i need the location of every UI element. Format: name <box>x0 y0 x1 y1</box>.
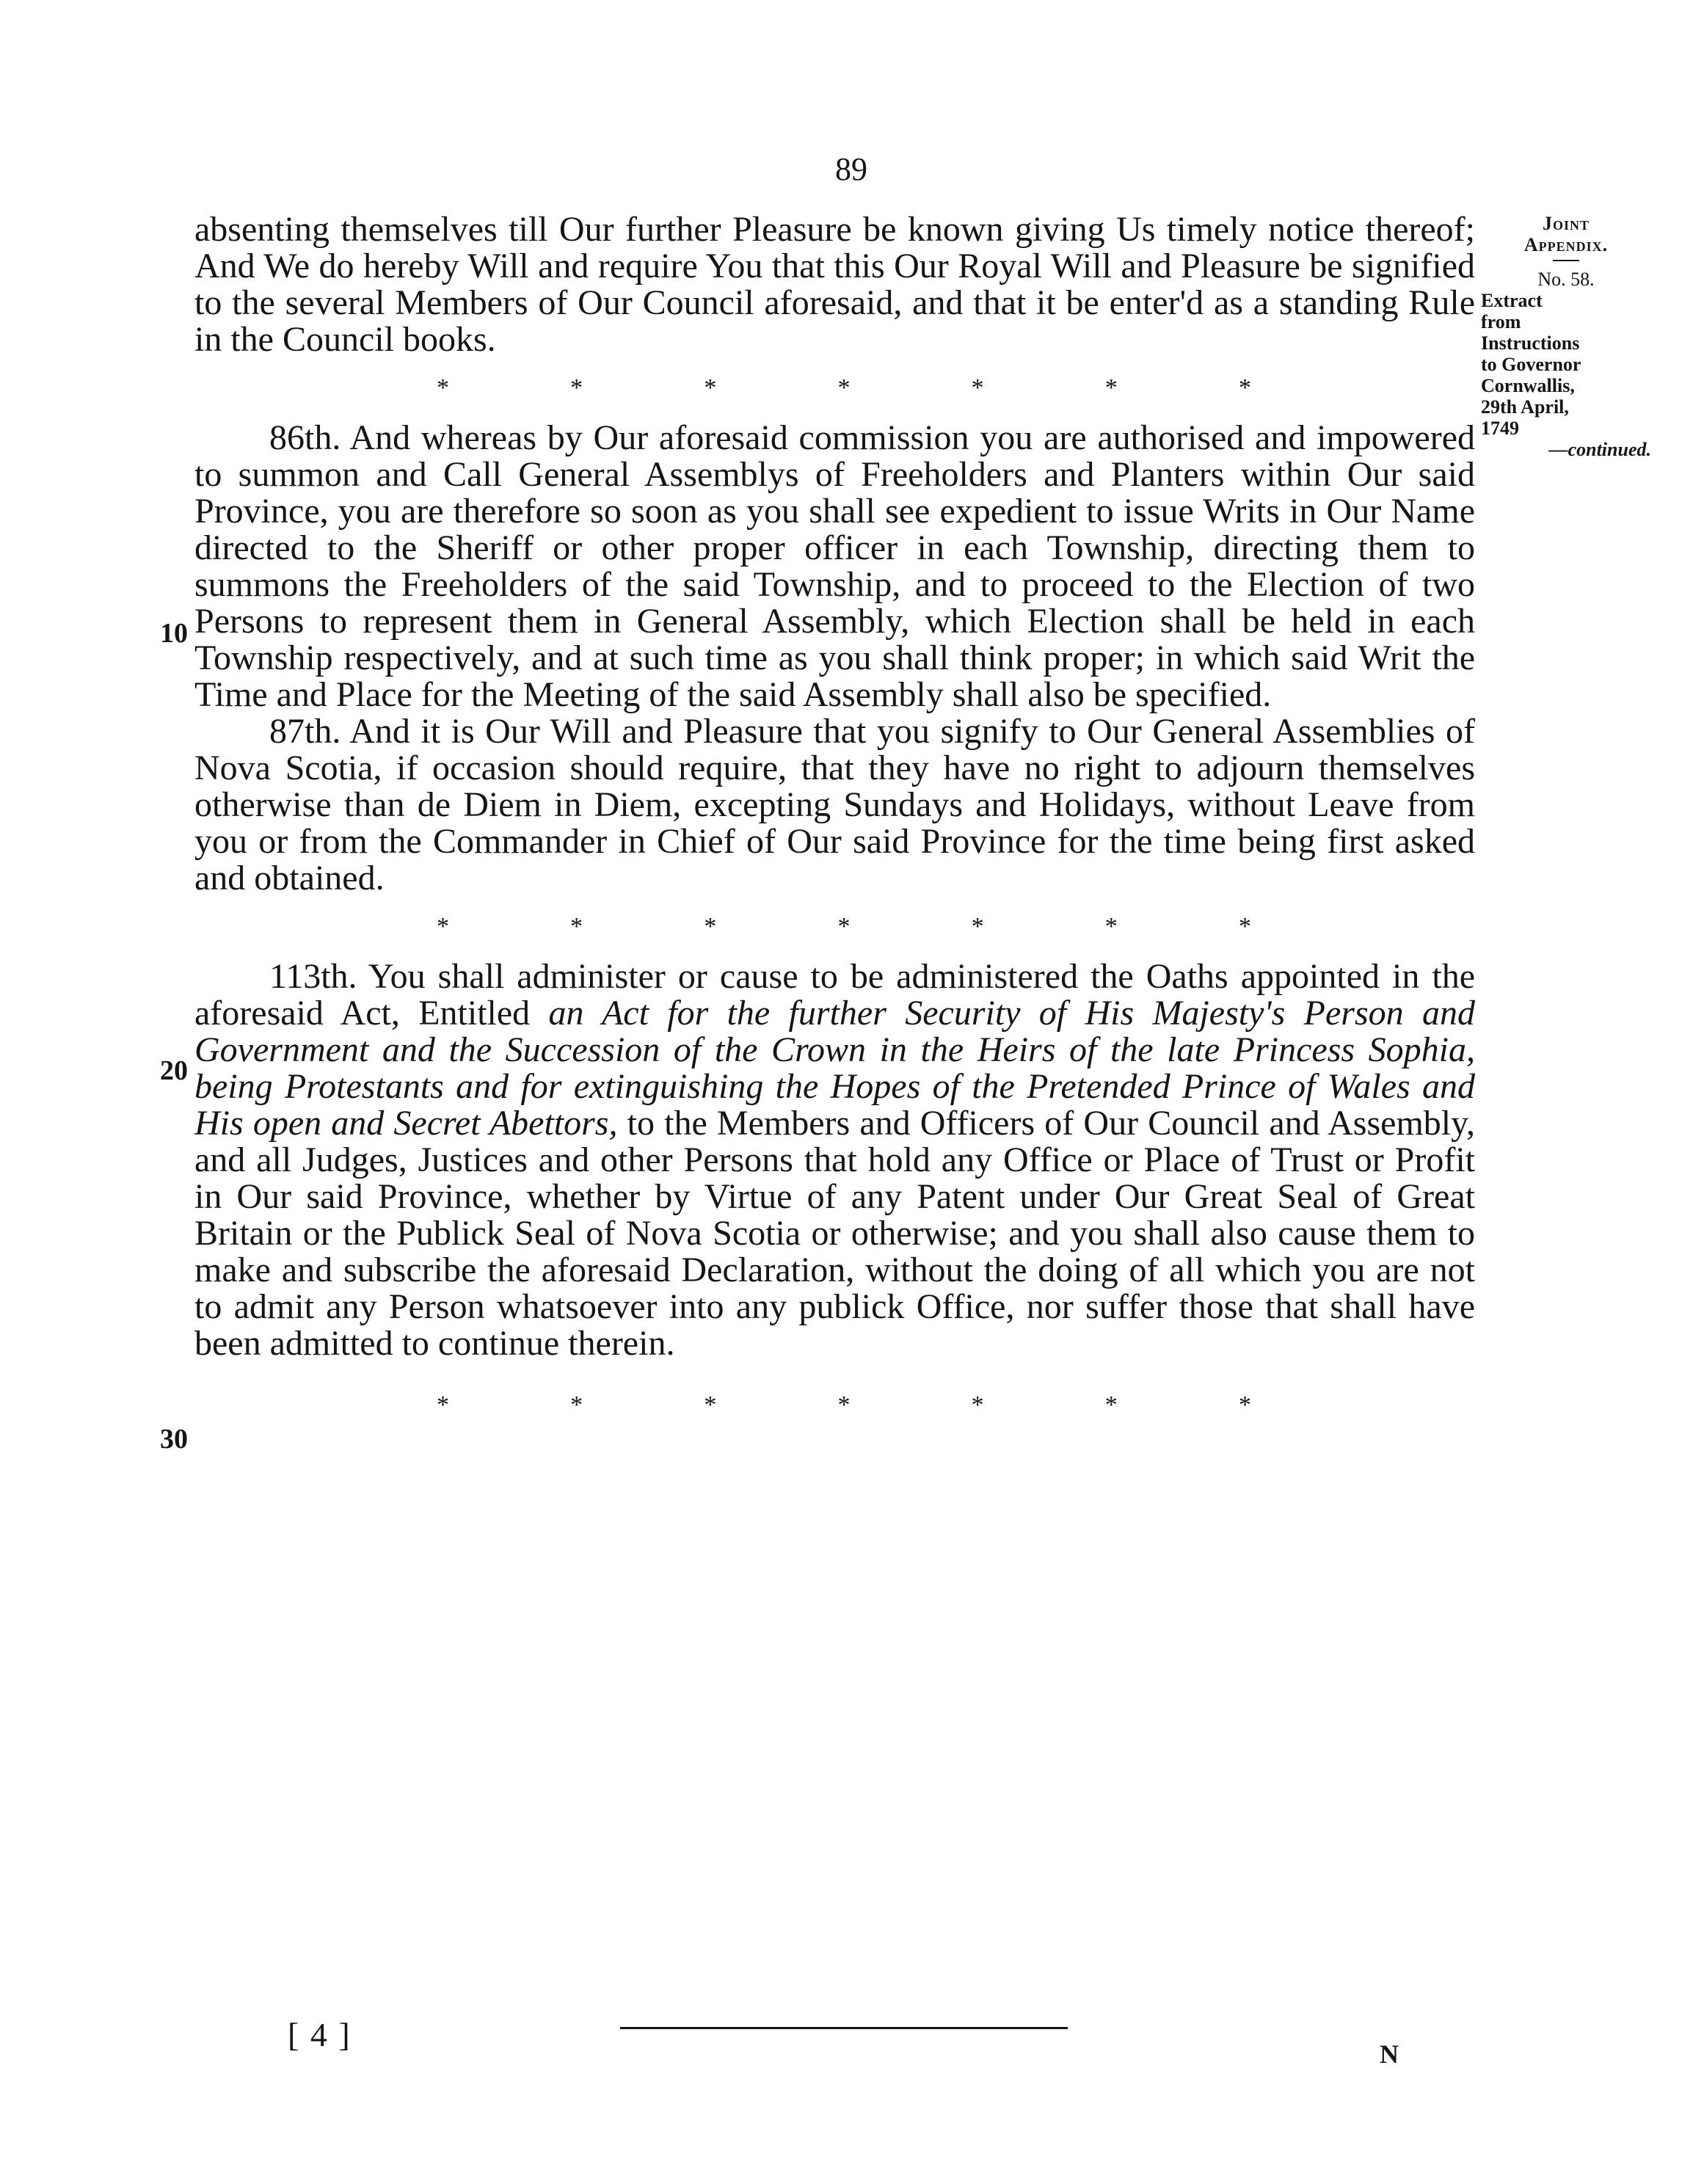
margin-heading-appendix: Appendix. <box>1523 234 1609 255</box>
asterisk: * <box>1104 1391 1118 1419</box>
margin-line: to Governor <box>1481 354 1581 375</box>
paragraph-86th: 86th. And whereas by Our aforesaid commission you are authorised and impowered to summon and Call General Assemblys of Freeholders and Planters within Our said Province, you are therefore so soon as you shall see expedient to issue Writs in Our Name directed to the Sheriff or other proper officer in each Township, directing them to summons the Freeholders of the said Township, and to proceed to the Election of two Persons to represent them in General Assembly, which Election shall be held in each Township respectively, and at such time as you shall think proper; in which said Writ the Time and Place for the Meeting of the said Assembly shall also be specified. <box>194 418 1475 714</box>
asterisk: * <box>704 913 717 940</box>
asterisk: * <box>704 374 717 401</box>
line-number-20: 20 <box>160 1055 188 1086</box>
asterisk: * <box>1238 913 1251 940</box>
asterism-3 <box>437 1387 1251 1424</box>
asterisk: * <box>437 913 449 940</box>
asterism-2 <box>437 909 1251 945</box>
margin-continued: —continued. <box>1548 439 1651 460</box>
asterisk: * <box>704 1391 717 1419</box>
body-text <box>194 211 1475 1437</box>
asterisk: * <box>570 1391 583 1419</box>
asterisk: * <box>570 913 583 940</box>
paragraph-113th-end: to the Members and Officers of Our Council and Assembly, and all Judges, Justices and other Persons that hold any Office or Place of Trust or Profit in Our said Province, whether by Virtue of any Patent under Our Great Seal of Great Britain or the Publick Seal of Nova Scotia or otherwise; and you shall also cause them to make and subscribe the aforesaid Declaration, without the doing of all which you are not to admit any Person whatsoever into any publick Office, nor suffer those that shall have been admitted to continue therein. <box>194 1104 1475 1363</box>
gathering-letter: N <box>1380 2039 1399 2069</box>
paragraph-continuation: absenting themselves till Our further Pleasure be known giving Us timely notice thereof; And We do hereby Will and require You that this Our Royal Will and Pleasure be signified to the several Members of Our Council aforesaid, and that it be enter'd as a standing Rule in the Council books. <box>194 210 1475 359</box>
margin-heading-joint: Joint <box>1542 213 1590 234</box>
margin-line: Cornwallis, <box>1481 375 1575 396</box>
margin-line: Instructions <box>1481 332 1580 354</box>
margin-line: Extract <box>1481 290 1543 311</box>
asterisk: * <box>1238 374 1251 401</box>
asterisk: * <box>437 374 449 401</box>
paragraph-113th-start: 113th. You shall administer or cause to be administered the Oaths appointed in the aforesaid Act, Entitled <box>194 957 1475 1033</box>
asterisk: * <box>837 1391 851 1419</box>
margin-document-number: No. 58. <box>1537 269 1595 290</box>
margin-line: 29th April, <box>1481 396 1569 418</box>
asterisk: * <box>570 374 583 401</box>
asterisk: * <box>437 1391 449 1419</box>
page-number: 89 <box>835 151 867 187</box>
asterism-1 <box>437 370 1251 407</box>
asterisk: * <box>837 374 851 401</box>
margin-note <box>1481 213 1651 460</box>
asterisk: * <box>1104 374 1118 401</box>
margin-rule <box>1553 260 1579 261</box>
asterisk: * <box>837 913 851 940</box>
paragraph-113th <box>194 958 1475 1362</box>
margin-line: from <box>1481 311 1521 332</box>
margin-line: 1749 <box>1481 418 1519 439</box>
asterisk: * <box>1238 1391 1251 1419</box>
asterisk: * <box>971 1391 984 1419</box>
asterisk: * <box>971 374 984 401</box>
paragraph-87th: 87th. And it is Our Will and Pleasure that you signify to Our General Assemblies of Nova Scotia, if occasion should require, that they have no right to adjourn themselves otherwise than de Diem in Diem, excepting Sundays and Holidays, without Leave from you or from the Commander in Chief of Our said Province for the time being first asked and obtained. <box>194 712 1475 898</box>
line-number-10: 10 <box>160 618 188 649</box>
footer-rule <box>620 2027 1068 2029</box>
asterisk: * <box>1104 913 1118 940</box>
asterisk: * <box>971 913 984 940</box>
line-number-30: 30 <box>160 1424 188 1455</box>
signature-mark: [ 4 ] <box>288 2016 352 2053</box>
act-title: an Act for the further Security of His Majesty's Person and Government and the Succession of the Crown in the Heirs of the late Princess Sophia, being Protestants and for extinguishing the Hopes of the Pretended Prince of Wales and His open and Secret Abettors, <box>194 994 1475 1143</box>
